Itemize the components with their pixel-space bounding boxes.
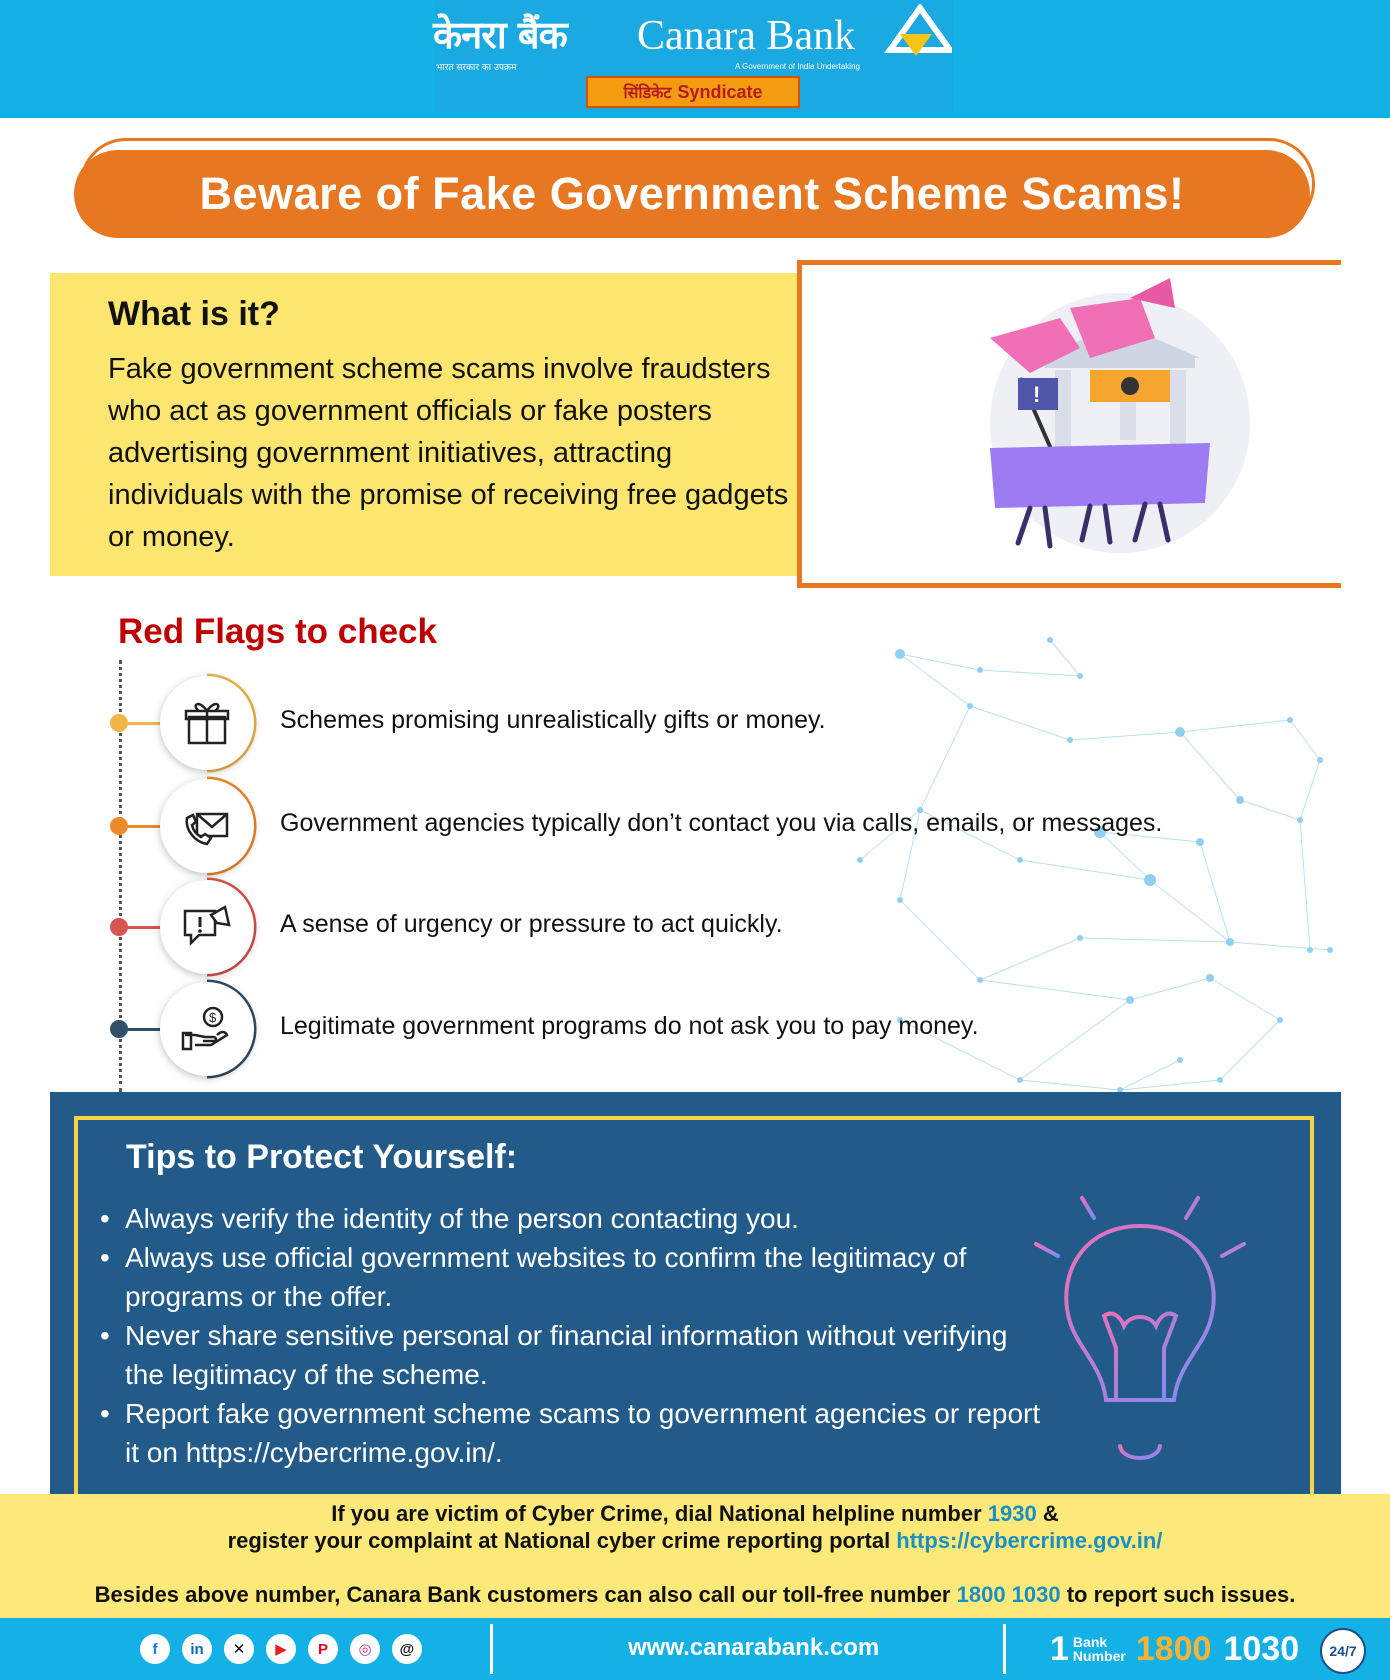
- tips-heading: Tips to Protect Yourself:: [126, 1138, 518, 1176]
- tips-list: [100, 1199, 1050, 1472]
- svg-text:!: !: [1033, 382, 1041, 407]
- tollfree-label: [1073, 1635, 1126, 1663]
- flag-icon-circle: [160, 982, 254, 1076]
- logo-english-text: Canara Bank: [637, 13, 856, 59]
- helpline-line-3: [0, 1582, 1390, 1608]
- red-flag-item: [110, 775, 1350, 875]
- footer-divider: [1003, 1624, 1006, 1674]
- tollfree-number-label: Number: [1072, 1648, 1126, 1664]
- red-flags-heading: Red Flags to check: [118, 612, 437, 651]
- instagram-icon[interactable]: ◎: [350, 1634, 380, 1664]
- tollfree-block[interactable]: [1050, 1624, 1299, 1674]
- hand-money-icon: [181, 1003, 233, 1055]
- tip-item: • Never share sensitive personal or financial information without verifying the legitimacy of the scheme.: [100, 1316, 1050, 1394]
- tip-item: • Always verify the identity of the person contacting you.: [100, 1199, 1050, 1238]
- syndicate-hindi-text: सिंडिकेट: [623, 83, 672, 102]
- tollfree-one: 1: [1050, 1629, 1069, 1668]
- what-is-it-heading: What is it?: [108, 295, 280, 333]
- syndicate-english-text: Syndicate: [677, 81, 763, 102]
- tollfree-number[interactable]: 1800 1030: [956, 1582, 1061, 1607]
- helpline-number[interactable]: 1930: [987, 1501, 1037, 1526]
- youtube-icon[interactable]: ▶: [266, 1634, 296, 1664]
- helpline-text: to report such issues.: [1060, 1582, 1296, 1607]
- gift-icon: [181, 697, 233, 749]
- tollfree-number-part2: 1030: [1223, 1629, 1300, 1668]
- helpline-text: Besides above number, Canara Bank customers can also call our toll-free number: [94, 1582, 957, 1607]
- red-flag-text: Legitimate government programs do not ask you to pay money.: [280, 1012, 979, 1040]
- website-link[interactable]: www.canarabank.com: [628, 1634, 880, 1661]
- flag-icon-circle: [160, 676, 254, 770]
- tollfree-bank-label: Bank: [1072, 1634, 1108, 1650]
- red-flag-text: Government agencies typically don’t contact you via calls, emails, or messages.: [280, 809, 1163, 837]
- threads-icon[interactable]: @: [392, 1634, 422, 1664]
- logo-english-subtitle: A Government of India Undertaking: [735, 62, 860, 71]
- logo-hindi-text: केनरा बैंक: [433, 13, 567, 57]
- flag-icon-circle: [160, 880, 254, 974]
- phone-email-icon: [181, 800, 233, 852]
- page-title: Beware of Fake Government Scheme Scams!: [199, 168, 1185, 219]
- social-links: [140, 1634, 422, 1664]
- x-icon[interactable]: ✕: [224, 1634, 254, 1664]
- helpline-text: If you are victim of Cyber Crime, dial National helpline number: [331, 1501, 988, 1526]
- what-is-it-description: Fake government scheme scams involve fraudsters who act as government officials or fake posters advertising government initiatives, attracting individuals with the promise of receiving free gadgets or money.: [108, 353, 789, 553]
- support-24x7-badge: 24/7: [1320, 1628, 1366, 1674]
- tollfree-number-part1: 1800: [1135, 1629, 1212, 1668]
- pinterest-icon[interactable]: P: [308, 1634, 338, 1664]
- helpline-text: &: [1036, 1501, 1059, 1526]
- logo-hindi-subtitle: भारत सरकार का उपक्रम: [436, 63, 517, 73]
- red-flag-item: [110, 876, 1350, 976]
- svg-text:$: $: [209, 1010, 217, 1025]
- red-flag-item: [110, 978, 1350, 1078]
- flag-icon-circle: [160, 779, 254, 873]
- helpline-line-2: [0, 1528, 1390, 1554]
- red-flag-text: A sense of urgency or pressure to act quickly.: [280, 910, 783, 938]
- syndicate-logo: [586, 76, 800, 108]
- helpline-line-1: [0, 1501, 1390, 1527]
- cybercrime-portal-link[interactable]: https://cybercrime.gov.in/: [896, 1528, 1163, 1553]
- lightbulb-icon: [1012, 1176, 1282, 1476]
- alert-megaphone-icon: [181, 901, 233, 953]
- red-flag-item: [110, 672, 1350, 772]
- tip-item: • Always use official government websites to confirm the legitimacy of programs or the offer.: [100, 1238, 1050, 1316]
- protest-illustration-icon: [970, 278, 1280, 568]
- tip-item: • Report fake government scheme scams to government agencies or report it on https://cybercrime.gov.in/.: [100, 1394, 1050, 1472]
- title-banner: [74, 150, 1310, 238]
- linkedin-icon[interactable]: in: [182, 1634, 212, 1664]
- canara-logo-mark-icon: [880, 4, 952, 58]
- helpline-text: register your complaint at National cyber crime reporting portal: [227, 1528, 897, 1553]
- facebook-icon[interactable]: f: [140, 1634, 170, 1664]
- red-flag-text: Schemes promising unrealistically gifts or money.: [280, 706, 826, 734]
- footer-divider: [490, 1624, 493, 1674]
